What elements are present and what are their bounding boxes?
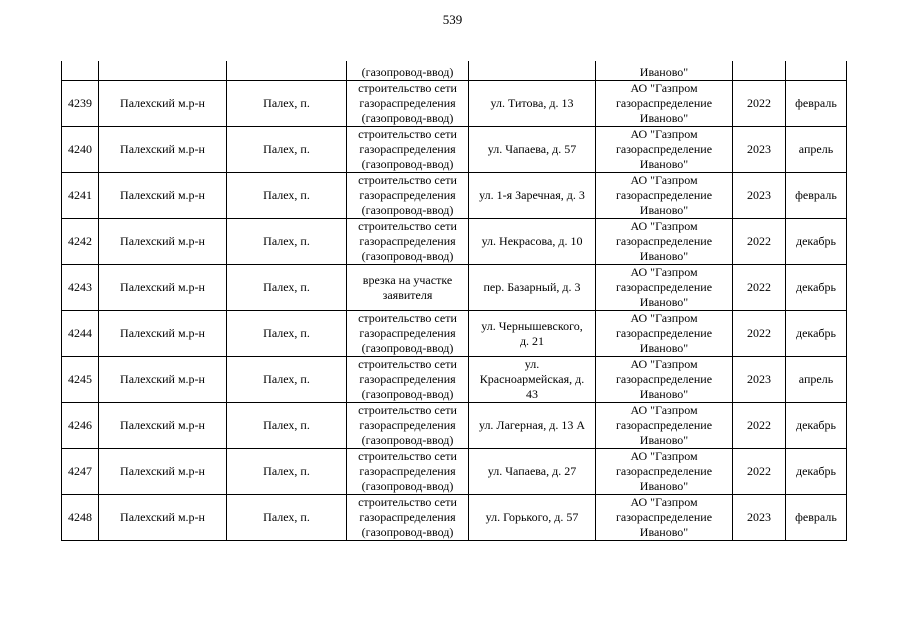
cell-address: ул. Лагерная, д. 13 А [469, 403, 596, 449]
cell-month: февраль [786, 495, 847, 541]
cell-year: 2022 [733, 449, 786, 495]
cell-month [786, 61, 847, 81]
cell-work: строительство сети газораспределения (газопровод-ввод) [347, 219, 469, 265]
cell-locality [227, 61, 347, 81]
cell-year: 2022 [733, 403, 786, 449]
cell-locality: Палех, п. [227, 311, 347, 357]
cell-address [469, 61, 596, 81]
cell-locality: Палех, п. [227, 449, 347, 495]
cell-owner: АО "Газпром газораспределение Иваново" [596, 495, 733, 541]
cell-month: февраль [786, 173, 847, 219]
cell-address: ул. Титова, д. 13 [469, 81, 596, 127]
cell-work: строительство сети газораспределения (газопровод-ввод) [347, 173, 469, 219]
cell-owner: АО "Газпром газораспределение Иваново" [596, 219, 733, 265]
cell-num: 4242 [62, 219, 99, 265]
cell-month: апрель [786, 127, 847, 173]
cell-num: 4248 [62, 495, 99, 541]
cell-owner: АО "Газпром газораспределение Иваново" [596, 81, 733, 127]
table-row [62, 449, 847, 495]
cell-owner: АО "Газпром газораспределение Иваново" [596, 449, 733, 495]
cell-locality: Палех, п. [227, 403, 347, 449]
gasification-table [61, 61, 847, 541]
cell-year: 2023 [733, 127, 786, 173]
cell-year: 2023 [733, 495, 786, 541]
table-row [62, 311, 847, 357]
cell-month: апрель [786, 357, 847, 403]
cell-address: ул. Красноармейская, д. 43 [469, 357, 596, 403]
cell-district: Палехский м.р-н [99, 219, 227, 265]
cell-work: строительство сети газораспределения (газопровод-ввод) [347, 403, 469, 449]
cell-month: декабрь [786, 311, 847, 357]
cell-district: Палехский м.р-н [99, 403, 227, 449]
cell-num: 4247 [62, 449, 99, 495]
cell-address: ул. Чернышевского, д. 21 [469, 311, 596, 357]
table-row [62, 265, 847, 311]
cell-owner: АО "Газпром газораспределение Иваново" [596, 311, 733, 357]
cell-year [733, 61, 786, 81]
cell-work: строительство сети газораспределения (газопровод-ввод) [347, 449, 469, 495]
cell-district: Палехский м.р-н [99, 265, 227, 311]
cell-locality: Палех, п. [227, 495, 347, 541]
table-row [62, 173, 847, 219]
cell-address: ул. 1-я Заречная, д. 3 [469, 173, 596, 219]
cell-month: декабрь [786, 449, 847, 495]
table-row [62, 357, 847, 403]
cell-num: 4240 [62, 127, 99, 173]
cell-owner: АО "Газпром газораспределение Иваново" [596, 127, 733, 173]
cell-num: 4241 [62, 173, 99, 219]
cell-num: 4246 [62, 403, 99, 449]
cell-work: строительство сети газораспределения (газопровод-ввод) [347, 357, 469, 403]
cell-locality: Палех, п. [227, 173, 347, 219]
cell-locality: Палех, п. [227, 219, 347, 265]
cell-num: 4239 [62, 81, 99, 127]
cell-year: 2023 [733, 357, 786, 403]
cell-owner: АО "Газпром газораспределение Иваново" [596, 265, 733, 311]
cell-address: пер. Базарный, д. 3 [469, 265, 596, 311]
cell-district: Палехский м.р-н [99, 449, 227, 495]
cell-year: 2022 [733, 219, 786, 265]
cell-num: 4243 [62, 265, 99, 311]
cell-locality: Палех, п. [227, 127, 347, 173]
cell-work: строительство сети газораспределения (газопровод-ввод) [347, 127, 469, 173]
cell-district: Палехский м.р-н [99, 127, 227, 173]
cell-month: декабрь [786, 265, 847, 311]
cell-district: Палехский м.р-н [99, 81, 227, 127]
cell-locality: Палех, п. [227, 81, 347, 127]
cell-locality: Палех, п. [227, 357, 347, 403]
cell-district: Палехский м.р-н [99, 357, 227, 403]
page-number: 539 [442, 12, 463, 27]
cell-year: 2023 [733, 173, 786, 219]
cell-owner: Иваново" [596, 61, 733, 81]
cell-address: ул. Горького, д. 57 [469, 495, 596, 541]
cell-year: 2022 [733, 81, 786, 127]
cell-month: февраль [786, 81, 847, 127]
cell-owner: АО "Газпром газораспределение Иваново" [596, 173, 733, 219]
cell-num: 4244 [62, 311, 99, 357]
cell-address: ул. Некрасова, д. 10 [469, 219, 596, 265]
table-row [62, 495, 847, 541]
table-row [62, 81, 847, 127]
cell-district: Палехский м.р-н [99, 495, 227, 541]
cell-month: декабрь [786, 403, 847, 449]
cell-num [62, 61, 99, 81]
cell-num: 4245 [62, 357, 99, 403]
cell-address: ул. Чапаева, д. 27 [469, 449, 596, 495]
table-row [62, 127, 847, 173]
cell-work: строительство сети газораспределения (газопровод-ввод) [347, 495, 469, 541]
cell-district: Палехский м.р-н [99, 311, 227, 357]
table-row-continued [62, 61, 847, 81]
cell-district [99, 61, 227, 81]
cell-year: 2022 [733, 265, 786, 311]
cell-work: врезка на участке заявителя [347, 265, 469, 311]
cell-work: строительство сети газораспределения (газопровод-ввод) [347, 311, 469, 357]
cell-locality: Палех, п. [227, 265, 347, 311]
cell-owner: АО "Газпром газораспределение Иваново" [596, 403, 733, 449]
cell-year: 2022 [733, 311, 786, 357]
cell-work: строительство сети газораспределения (газопровод-ввод) [347, 81, 469, 127]
cell-work: (газопровод-ввод) [347, 61, 469, 81]
table-row [62, 403, 847, 449]
cell-month: декабрь [786, 219, 847, 265]
cell-owner: АО "Газпром газораспределение Иваново" [596, 357, 733, 403]
cell-address: ул. Чапаева, д. 57 [469, 127, 596, 173]
cell-district: Палехский м.р-н [99, 173, 227, 219]
table-row [62, 219, 847, 265]
